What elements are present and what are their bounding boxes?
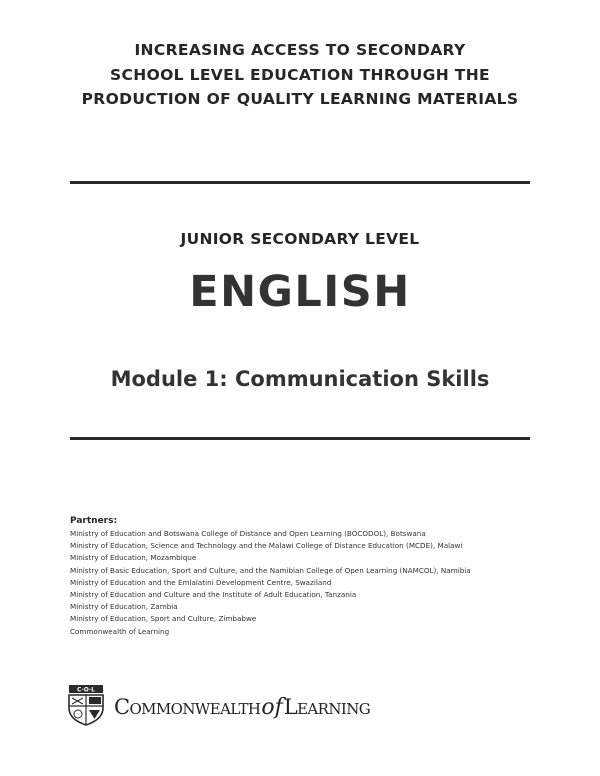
heading-line-3: PRODUCTION OF QUALITY LEARNING MATERIALS (81, 90, 519, 108)
partner-item: Ministry of Education, Science and Technology and the Malawi College of Distance Education (MCDE), Malawi (70, 541, 463, 551)
partner-item: Ministry of Education and Botswana College of Distance and Open Learning (BOCODOL), Botswana (70, 529, 426, 538)
partner-item: Ministry of Education, Mozambique (70, 553, 197, 563)
col-crest-text: C·O·L (77, 686, 95, 694)
course-level: JUNIOR SECONDARY LEVEL (180, 230, 420, 248)
partners-list (70, 514, 540, 638)
partner-item: Ministry of Education and the Emlalatini Development Centre, Swaziland (70, 577, 332, 587)
partner-item: Ministry of Education, Zambia (70, 602, 178, 612)
document-heading (0, 38, 600, 112)
partners-heading: Partners: (70, 516, 118, 526)
col-logo (68, 684, 388, 730)
bottom-divider (70, 437, 530, 440)
partner-item: Commonwealth of Learning (70, 626, 170, 636)
top-divider (70, 181, 530, 184)
subject-title: ENGLISH (189, 267, 411, 317)
col-wordmark (114, 694, 370, 721)
heading-line-1: INCREASING ACCESS TO SECONDARY (134, 41, 466, 59)
partner-item: Ministry of Education, Sport and Culture, Zimbabwe (70, 614, 257, 624)
col-wordmark-part2: Learning (283, 695, 371, 719)
col-wordmark-part1: Commonwealth (114, 695, 261, 719)
heading-line-2: SCHOOL LEVEL EDUCATION THROUGH THE (110, 65, 490, 84)
partner-item: Ministry of Education and Culture and the Institute of Adult Education, Tanzania (70, 590, 357, 600)
col-wordmark-of: of (261, 695, 283, 720)
module-title: Module 1: Communication Skills (110, 367, 490, 391)
partner-item: Ministry of Basic Education, Sport and Culture, and the Namibian College of Open Learning (NAMCOL), Namibia (70, 565, 471, 575)
col-crest-icon (68, 684, 104, 726)
